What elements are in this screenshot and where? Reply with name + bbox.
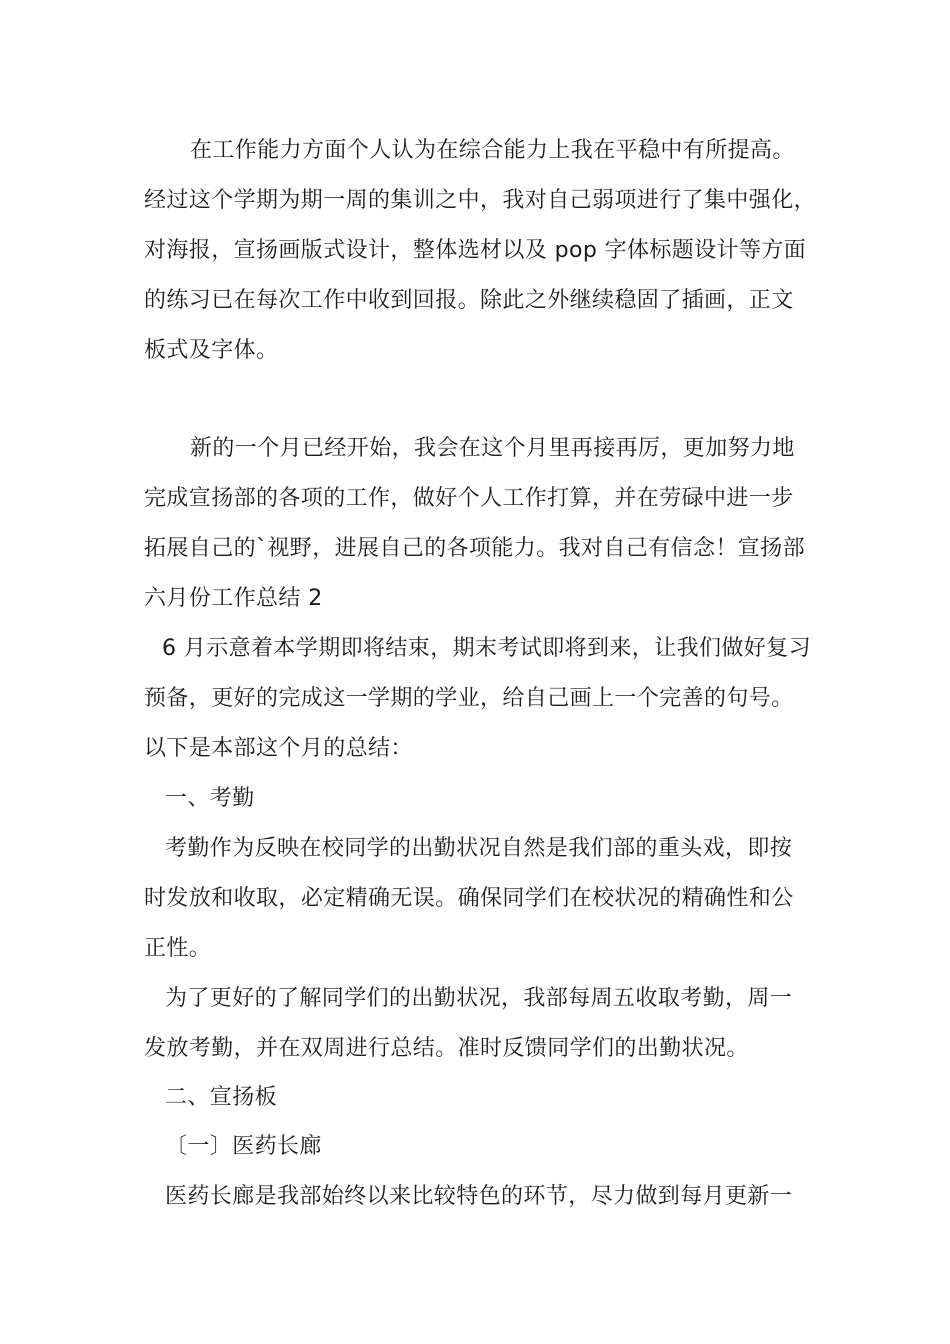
text-line-4: 的练习已在每次工作中收到回报。除此之外继续稳固了插画，正文 (144, 288, 794, 313)
text-line-5: 板式及字体。 (144, 338, 279, 363)
text-line-7: 完成宣扬部的各项的工作，做好个人工作打算，并在劳碌中进一步 (144, 486, 794, 511)
subsection-heading-medical-corridor: 〔一〕医药长廊 (165, 1134, 322, 1159)
text-line-9: 六月份工作总结 2 (144, 586, 323, 611)
text-line-12: 以下是本部这个月的总结： (144, 736, 413, 761)
text-line-1: 在工作能力方面个人认为在综合能力上我在平稳中有所提高。 (190, 138, 795, 163)
section-heading-publicity-board: 二、宣扬板 (165, 1085, 278, 1110)
text-line-8: 拓展自己的`视野，进展自己的各项能力。我对自己有信念！宣扬部 (144, 536, 806, 561)
text-line-10: 6 月示意着本学期即将结束，期末考试即将到来，让我们做好复习 (162, 636, 811, 661)
text-line-18: 发放考勤，并在双周进行总结。准时反馈同学们的出勤状况。 (144, 1036, 749, 1061)
section-heading-attendance: 一、考勤 (165, 786, 255, 811)
text-line-3: 对海报，宣扬画版式设计，整体选材以及 pop 字体标题设计等方面 (144, 238, 807, 263)
text-line-16: 正性。 (144, 936, 212, 961)
text-line-14: 考勤作为反映在校同学的出勤状况自然是我们部的重头戏，即按 (165, 836, 793, 861)
text-line-11: 预备，更好的完成这一学期的学业，给自己画上一个完善的句号。 (144, 686, 794, 711)
text-line-6: 新的一个月已经开始，我会在这个月里再接再厉，更加努力地 (190, 436, 795, 461)
text-line-17: 为了更好的了解同学们的出勤状况，我部每周五收取考勤，周一 (165, 986, 793, 1011)
text-line-15: 时发放和收取，必定精确无误。确保同学们在校状况的精确性和公 (144, 886, 794, 911)
text-line-2: 经过这个学期为期一周的集训之中，我对自己弱项进行了集中强化， (144, 188, 817, 213)
text-line-21: 医药长廊是我部始终以来比较特色的环节，尽力做到每月更新一 (165, 1184, 793, 1209)
